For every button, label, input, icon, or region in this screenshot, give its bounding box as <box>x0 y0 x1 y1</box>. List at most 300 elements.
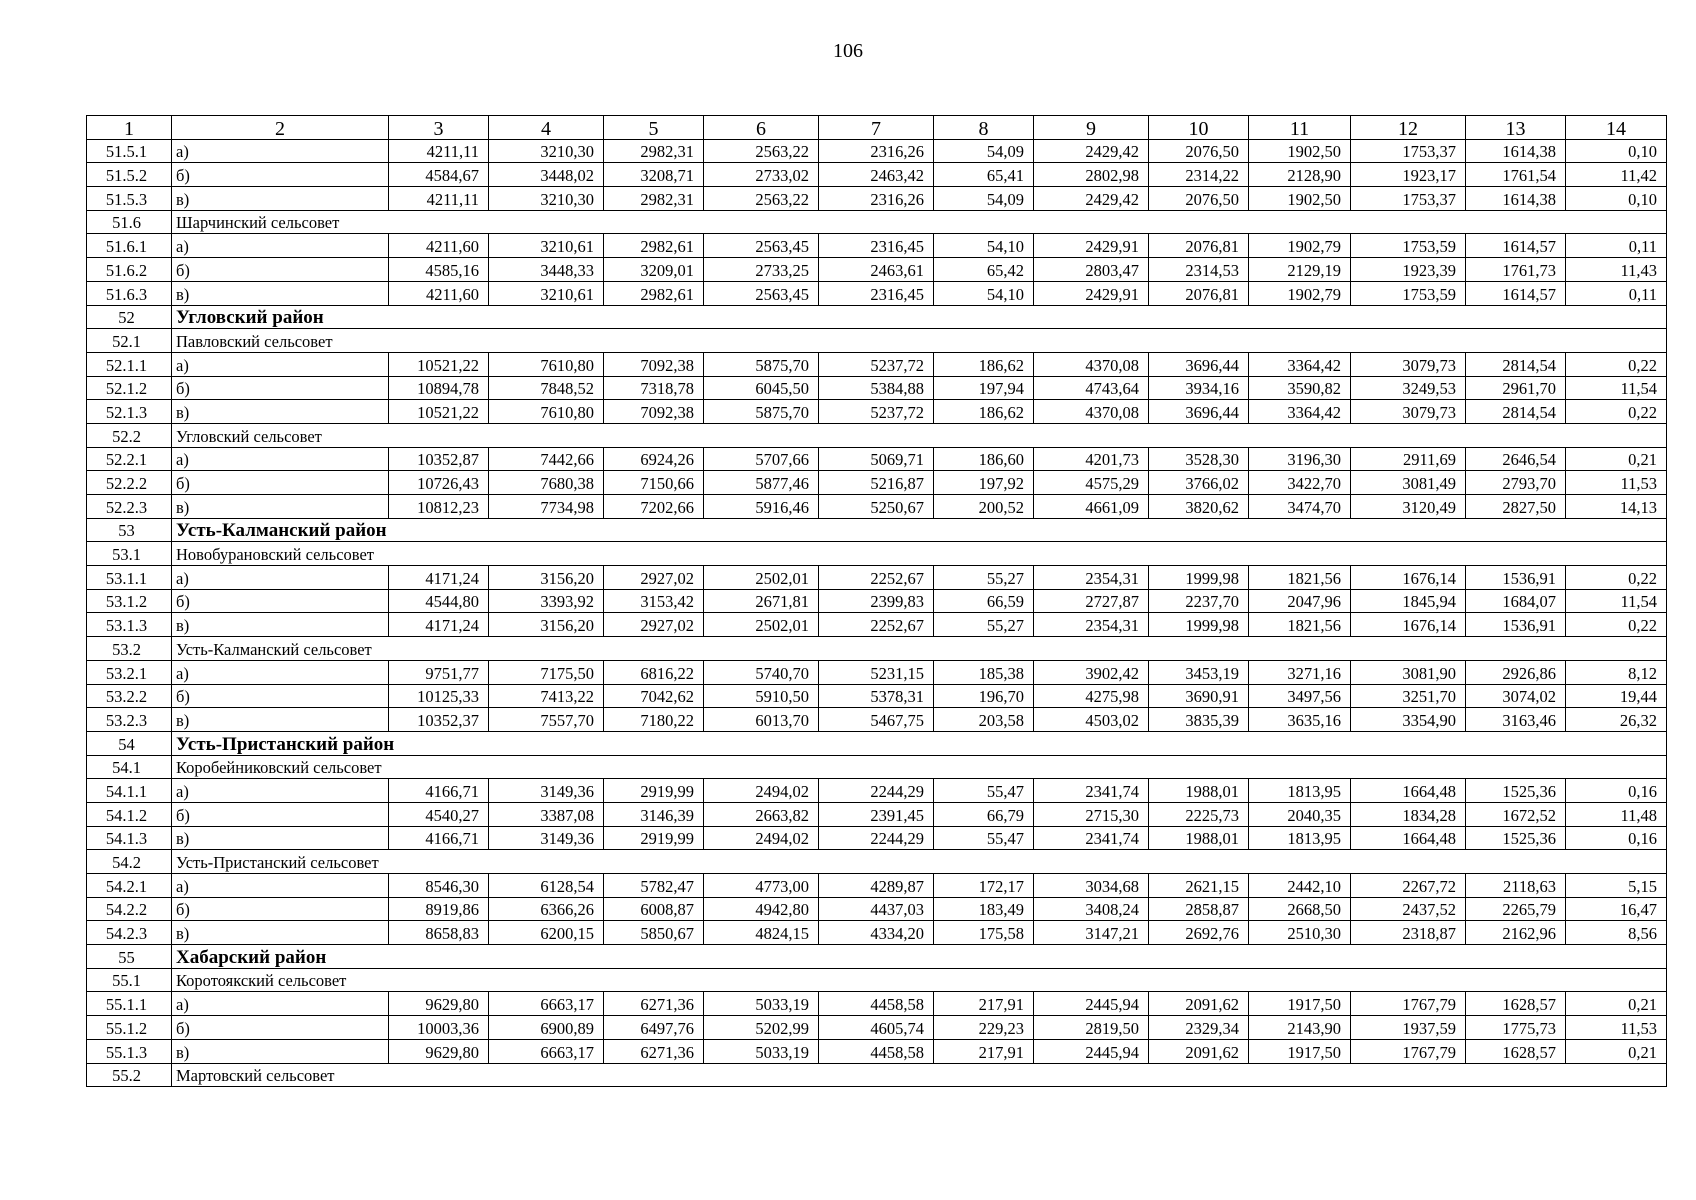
row-code: 54.1.1 <box>87 779 172 803</box>
value-cell: 1902,79 <box>1249 281 1351 305</box>
value-cell: 10726,43 <box>389 471 489 495</box>
value-cell: 2646,54 <box>1466 447 1566 471</box>
row-label: б) <box>172 897 389 921</box>
value-cell: 0,21 <box>1566 1039 1667 1063</box>
row-code: 52.2.3 <box>87 495 172 519</box>
table-row <box>87 802 1667 826</box>
value-cell: 0,11 <box>1566 234 1667 258</box>
column-header: 10 <box>1149 116 1249 140</box>
value-cell: 2715,30 <box>1034 802 1149 826</box>
value-cell: 2267,72 <box>1351 874 1466 898</box>
value-cell: 3146,39 <box>604 802 704 826</box>
value-cell: 4540,27 <box>389 802 489 826</box>
value-cell: 7042,62 <box>604 684 704 708</box>
value-cell: 2827,50 <box>1466 495 1566 519</box>
value-cell: 10352,37 <box>389 708 489 732</box>
value-cell: 3251,70 <box>1351 684 1466 708</box>
table-row <box>87 613 1667 637</box>
value-cell: 5877,46 <box>704 471 819 495</box>
value-cell: 183,49 <box>934 897 1034 921</box>
section-name: Шарчинский сельсовет <box>172 210 1667 234</box>
value-cell: 196,70 <box>934 684 1034 708</box>
value-cell: 4544,80 <box>389 589 489 613</box>
value-cell: 4575,29 <box>1034 471 1149 495</box>
value-cell: 1813,95 <box>1249 826 1351 850</box>
value-cell: 200,52 <box>934 495 1034 519</box>
value-cell: 2502,01 <box>704 613 819 637</box>
value-cell: 6013,70 <box>704 708 819 732</box>
row-code: 52.2 <box>87 423 172 447</box>
value-cell: 3448,33 <box>489 258 604 282</box>
row-code: 54.2.3 <box>87 921 172 945</box>
value-cell: 7557,70 <box>489 708 604 732</box>
value-cell: 229,23 <box>934 1016 1034 1040</box>
row-code: 53 <box>87 518 172 542</box>
value-cell: 2926,86 <box>1466 660 1566 684</box>
value-cell: 2118,63 <box>1466 874 1566 898</box>
row-code: 55.1.1 <box>87 992 172 1016</box>
value-cell: 1775,73 <box>1466 1016 1566 1040</box>
row-code: 54.2.1 <box>87 874 172 898</box>
value-cell: 10521,22 <box>389 400 489 424</box>
value-cell: 1664,48 <box>1351 826 1466 850</box>
value-cell: 1628,57 <box>1466 992 1566 1016</box>
value-cell: 203,58 <box>934 708 1034 732</box>
row-code: 53.2.3 <box>87 708 172 732</box>
value-cell: 3149,36 <box>489 779 604 803</box>
value-cell: 3147,21 <box>1034 921 1149 945</box>
row-code: 51.6.3 <box>87 281 172 305</box>
value-cell: 3208,71 <box>604 163 704 187</box>
value-cell: 2510,30 <box>1249 921 1351 945</box>
row-label: б) <box>172 1016 389 1040</box>
value-cell: 4370,08 <box>1034 352 1149 376</box>
value-cell: 1767,79 <box>1351 1039 1466 1063</box>
value-cell: 4166,71 <box>389 779 489 803</box>
value-cell: 3210,30 <box>489 187 604 211</box>
row-code: 53.2.1 <box>87 660 172 684</box>
value-cell: 9629,80 <box>389 1039 489 1063</box>
value-cell: 2399,83 <box>819 589 934 613</box>
value-cell: 6271,36 <box>604 1039 704 1063</box>
value-cell: 2563,45 <box>704 234 819 258</box>
row-label: б) <box>172 684 389 708</box>
value-cell: 1999,98 <box>1149 613 1249 637</box>
value-cell: 55,27 <box>934 566 1034 590</box>
row-code: 52.1 <box>87 329 172 353</box>
row-code: 54 <box>87 731 172 755</box>
value-cell: 2463,42 <box>819 163 934 187</box>
value-cell: 1999,98 <box>1149 566 1249 590</box>
value-cell: 1902,50 <box>1249 139 1351 163</box>
value-cell: 9751,77 <box>389 660 489 684</box>
value-cell: 7180,22 <box>604 708 704 732</box>
value-cell: 1902,50 <box>1249 187 1351 211</box>
value-cell: 8,56 <box>1566 921 1667 945</box>
value-cell: 2814,54 <box>1466 400 1566 424</box>
row-code: 54.1.2 <box>87 802 172 826</box>
value-cell: 2329,34 <box>1149 1016 1249 1040</box>
value-cell: 5740,70 <box>704 660 819 684</box>
table-row <box>87 897 1667 921</box>
section-name: Угловский сельсовет <box>172 423 1667 447</box>
row-label: в) <box>172 1039 389 1063</box>
value-cell: 4171,24 <box>389 566 489 590</box>
value-cell: 6008,87 <box>604 897 704 921</box>
value-cell: 54,09 <box>934 187 1034 211</box>
value-cell: 6271,36 <box>604 992 704 1016</box>
value-cell: 2076,50 <box>1149 187 1249 211</box>
value-cell: 186,60 <box>934 447 1034 471</box>
row-label: а) <box>172 447 389 471</box>
row-code: 52.2.1 <box>87 447 172 471</box>
value-cell: 7413,22 <box>489 684 604 708</box>
row-label: а) <box>172 566 389 590</box>
value-cell: 1761,54 <box>1466 163 1566 187</box>
row-label: а) <box>172 352 389 376</box>
value-cell: 5216,87 <box>819 471 934 495</box>
value-cell: 6924,26 <box>604 447 704 471</box>
value-cell: 5033,19 <box>704 992 819 1016</box>
row-label: а) <box>172 874 389 898</box>
section-row <box>87 329 1667 353</box>
value-cell: 10352,87 <box>389 447 489 471</box>
row-label: б) <box>172 258 389 282</box>
value-cell: 4211,11 <box>389 187 489 211</box>
value-cell: 3081,90 <box>1351 660 1466 684</box>
value-cell: 7848,52 <box>489 376 604 400</box>
value-cell: 2076,50 <box>1149 139 1249 163</box>
value-cell: 2429,42 <box>1034 139 1149 163</box>
value-cell: 3820,62 <box>1149 495 1249 519</box>
value-cell: 16,47 <box>1566 897 1667 921</box>
value-cell: 10812,23 <box>389 495 489 519</box>
value-cell: 6900,89 <box>489 1016 604 1040</box>
value-cell: 7150,66 <box>604 471 704 495</box>
value-cell: 2143,90 <box>1249 1016 1351 1040</box>
district-row <box>87 731 1667 755</box>
value-cell: 4211,60 <box>389 234 489 258</box>
value-cell: 2927,02 <box>604 566 704 590</box>
value-cell: 3690,91 <box>1149 684 1249 708</box>
row-label: в) <box>172 826 389 850</box>
column-header: 12 <box>1351 116 1466 140</box>
value-cell: 1525,36 <box>1466 779 1566 803</box>
table-row <box>87 258 1667 282</box>
value-cell: 197,94 <box>934 376 1034 400</box>
value-cell: 5033,19 <box>704 1039 819 1063</box>
table-row <box>87 779 1667 803</box>
column-header: 9 <box>1034 116 1149 140</box>
value-cell: 1525,36 <box>1466 826 1566 850</box>
value-cell: 2911,69 <box>1351 447 1466 471</box>
value-cell: 2316,26 <box>819 139 934 163</box>
district-row <box>87 305 1667 329</box>
row-label: б) <box>172 589 389 613</box>
value-cell: 4458,58 <box>819 992 934 1016</box>
row-code: 53.2.2 <box>87 684 172 708</box>
value-cell: 8658,83 <box>389 921 489 945</box>
value-cell: 1536,91 <box>1466 566 1566 590</box>
value-cell: 2819,50 <box>1034 1016 1149 1040</box>
value-cell: 5875,70 <box>704 352 819 376</box>
value-cell: 4437,03 <box>819 897 934 921</box>
table-row <box>87 1016 1667 1040</box>
row-code: 52.2.2 <box>87 471 172 495</box>
table-row <box>87 992 1667 1016</box>
value-cell: 19,44 <box>1566 684 1667 708</box>
value-cell: 11,48 <box>1566 802 1667 826</box>
value-cell: 7680,38 <box>489 471 604 495</box>
value-cell: 2225,73 <box>1149 802 1249 826</box>
value-cell: 1821,56 <box>1249 613 1351 637</box>
value-cell: 3156,20 <box>489 613 604 637</box>
value-cell: 6663,17 <box>489 1039 604 1063</box>
value-cell: 3364,42 <box>1249 352 1351 376</box>
value-cell: 217,91 <box>934 992 1034 1016</box>
value-cell: 2463,61 <box>819 258 934 282</box>
value-cell: 2076,81 <box>1149 281 1249 305</box>
value-cell: 4585,16 <box>389 258 489 282</box>
value-cell: 3387,08 <box>489 802 604 826</box>
value-cell: 2091,62 <box>1149 1039 1249 1063</box>
value-cell: 197,92 <box>934 471 1034 495</box>
value-cell: 2982,61 <box>604 281 704 305</box>
column-header: 6 <box>704 116 819 140</box>
value-cell: 0,21 <box>1566 992 1667 1016</box>
value-cell: 2341,74 <box>1034 826 1149 850</box>
value-cell: 2316,45 <box>819 281 934 305</box>
table-row <box>87 139 1667 163</box>
row-code: 52.1.1 <box>87 352 172 376</box>
value-cell: 2803,47 <box>1034 258 1149 282</box>
column-header: 2 <box>172 116 389 140</box>
value-cell: 1988,01 <box>1149 826 1249 850</box>
section-row <box>87 423 1667 447</box>
value-cell: 3271,16 <box>1249 660 1351 684</box>
value-cell: 1917,50 <box>1249 992 1351 1016</box>
section-row <box>87 542 1667 566</box>
table-row <box>87 471 1667 495</box>
value-cell: 2314,22 <box>1149 163 1249 187</box>
tariff-table <box>86 115 1667 1087</box>
value-cell: 2244,29 <box>819 826 934 850</box>
row-label: а) <box>172 660 389 684</box>
value-cell: 54,10 <box>934 234 1034 258</box>
value-cell: 55,47 <box>934 826 1034 850</box>
value-cell: 3408,24 <box>1034 897 1149 921</box>
value-cell: 4275,98 <box>1034 684 1149 708</box>
value-cell: 2814,54 <box>1466 352 1566 376</box>
value-cell: 3163,46 <box>1466 708 1566 732</box>
value-cell: 3081,49 <box>1351 471 1466 495</box>
value-cell: 66,59 <box>934 589 1034 613</box>
value-cell: 2040,35 <box>1249 802 1351 826</box>
value-cell: 3079,73 <box>1351 400 1466 424</box>
value-cell: 3354,90 <box>1351 708 1466 732</box>
section-row <box>87 1063 1667 1087</box>
value-cell: 5237,72 <box>819 400 934 424</box>
value-cell: 4605,74 <box>819 1016 934 1040</box>
value-cell: 2982,31 <box>604 187 704 211</box>
section-name: Коротоякский сельсовет <box>172 968 1667 992</box>
value-cell: 8,12 <box>1566 660 1667 684</box>
value-cell: 2047,96 <box>1249 589 1351 613</box>
value-cell: 2793,70 <box>1466 471 1566 495</box>
value-cell: 5782,47 <box>604 874 704 898</box>
value-cell: 2091,62 <box>1149 992 1249 1016</box>
section-name: Усть-Калманский сельсовет <box>172 637 1667 661</box>
row-code: 51.6.1 <box>87 234 172 258</box>
value-cell: 2252,67 <box>819 613 934 637</box>
section-name: Новобурановский сельсовет <box>172 542 1667 566</box>
value-cell: 4824,15 <box>704 921 819 945</box>
value-cell: 2563,22 <box>704 187 819 211</box>
section-row <box>87 637 1667 661</box>
value-cell: 185,38 <box>934 660 1034 684</box>
value-cell: 4211,11 <box>389 139 489 163</box>
value-cell: 2621,15 <box>1149 874 1249 898</box>
value-cell: 4458,58 <box>819 1039 934 1063</box>
value-cell: 55,47 <box>934 779 1034 803</box>
value-cell: 7175,50 <box>489 660 604 684</box>
value-cell: 0,16 <box>1566 826 1667 850</box>
section-row <box>87 210 1667 234</box>
value-cell: 3120,49 <box>1351 495 1466 519</box>
column-header: 13 <box>1466 116 1566 140</box>
value-cell: 5467,75 <box>819 708 934 732</box>
value-cell: 5250,67 <box>819 495 934 519</box>
value-cell: 6663,17 <box>489 992 604 1016</box>
value-cell: 2318,87 <box>1351 921 1466 945</box>
value-cell: 1902,79 <box>1249 234 1351 258</box>
row-code: 53.1 <box>87 542 172 566</box>
value-cell: 7318,78 <box>604 376 704 400</box>
table-body <box>87 139 1667 1087</box>
row-code: 55.1.3 <box>87 1039 172 1063</box>
value-cell: 1753,59 <box>1351 234 1466 258</box>
value-cell: 3422,70 <box>1249 471 1351 495</box>
value-cell: 1923,39 <box>1351 258 1466 282</box>
value-cell: 2076,81 <box>1149 234 1249 258</box>
value-cell: 1684,07 <box>1466 589 1566 613</box>
value-cell: 2237,70 <box>1149 589 1249 613</box>
value-cell: 11,54 <box>1566 589 1667 613</box>
value-cell: 2265,79 <box>1466 897 1566 921</box>
value-cell: 1676,14 <box>1351 566 1466 590</box>
value-cell: 3249,53 <box>1351 376 1466 400</box>
value-cell: 0,22 <box>1566 352 1667 376</box>
value-cell: 3696,44 <box>1149 400 1249 424</box>
value-cell: 2437,52 <box>1351 897 1466 921</box>
value-cell: 4661,09 <box>1034 495 1149 519</box>
value-cell: 0,21 <box>1566 447 1667 471</box>
value-cell: 186,62 <box>934 400 1034 424</box>
row-code: 52.1.2 <box>87 376 172 400</box>
value-cell: 0,10 <box>1566 187 1667 211</box>
value-cell: 4289,87 <box>819 874 934 898</box>
value-cell: 4201,73 <box>1034 447 1149 471</box>
table-row <box>87 495 1667 519</box>
value-cell: 5378,31 <box>819 684 934 708</box>
table-row <box>87 826 1667 850</box>
value-cell: 2961,70 <box>1466 376 1566 400</box>
value-cell: 11,43 <box>1566 258 1667 282</box>
value-cell: 2445,94 <box>1034 992 1149 1016</box>
value-cell: 2429,91 <box>1034 234 1149 258</box>
value-cell: 2671,81 <box>704 589 819 613</box>
table-row <box>87 163 1667 187</box>
value-cell: 5,15 <box>1566 874 1667 898</box>
value-cell: 1845,94 <box>1351 589 1466 613</box>
section-name: Коробейниковский сельсовет <box>172 755 1667 779</box>
value-cell: 3364,42 <box>1249 400 1351 424</box>
value-cell: 1937,59 <box>1351 1016 1466 1040</box>
value-cell: 1821,56 <box>1249 566 1351 590</box>
row-code: 53.1.2 <box>87 589 172 613</box>
district-name: Усть-Пристанский район <box>172 731 1667 755</box>
value-cell: 66,79 <box>934 802 1034 826</box>
value-cell: 217,91 <box>934 1039 1034 1063</box>
value-cell: 4334,20 <box>819 921 934 945</box>
value-cell: 4370,08 <box>1034 400 1149 424</box>
column-header: 8 <box>934 116 1034 140</box>
column-header: 4 <box>489 116 604 140</box>
value-cell: 3156,20 <box>489 566 604 590</box>
column-header: 14 <box>1566 116 1667 140</box>
value-cell: 1614,38 <box>1466 187 1566 211</box>
column-header: 5 <box>604 116 704 140</box>
value-cell: 4166,71 <box>389 826 489 850</box>
row-code: 51.6 <box>87 210 172 234</box>
value-cell: 3210,30 <box>489 139 604 163</box>
row-code: 55.2 <box>87 1063 172 1087</box>
value-cell: 4942,80 <box>704 897 819 921</box>
value-cell: 1676,14 <box>1351 613 1466 637</box>
section-name: Усть-Пристанский сельсовет <box>172 850 1667 874</box>
row-code: 52 <box>87 305 172 329</box>
value-cell: 2252,67 <box>819 566 934 590</box>
value-cell: 2316,26 <box>819 187 934 211</box>
value-cell: 5707,66 <box>704 447 819 471</box>
page-number: 106 <box>833 40 863 62</box>
value-cell: 3934,16 <box>1149 376 1249 400</box>
value-cell: 0,11 <box>1566 281 1667 305</box>
value-cell: 1923,17 <box>1351 163 1466 187</box>
value-cell: 8919,86 <box>389 897 489 921</box>
value-cell: 65,42 <box>934 258 1034 282</box>
value-cell: 2982,61 <box>604 234 704 258</box>
value-cell: 10003,36 <box>389 1016 489 1040</box>
column-header: 7 <box>819 116 934 140</box>
table-row <box>87 234 1667 258</box>
row-code: 55.1.2 <box>87 1016 172 1040</box>
value-cell: 55,27 <box>934 613 1034 637</box>
value-cell: 2314,53 <box>1149 258 1249 282</box>
value-cell: 11,42 <box>1566 163 1667 187</box>
row-code: 54.1 <box>87 755 172 779</box>
value-cell: 3034,68 <box>1034 874 1149 898</box>
value-cell: 2429,42 <box>1034 187 1149 211</box>
value-cell: 2162,96 <box>1466 921 1566 945</box>
value-cell: 4584,67 <box>389 163 489 187</box>
district-row <box>87 945 1667 969</box>
row-code: 54.2 <box>87 850 172 874</box>
value-cell: 2727,87 <box>1034 589 1149 613</box>
value-cell: 1988,01 <box>1149 779 1249 803</box>
table-row <box>87 921 1667 945</box>
value-cell: 5202,99 <box>704 1016 819 1040</box>
